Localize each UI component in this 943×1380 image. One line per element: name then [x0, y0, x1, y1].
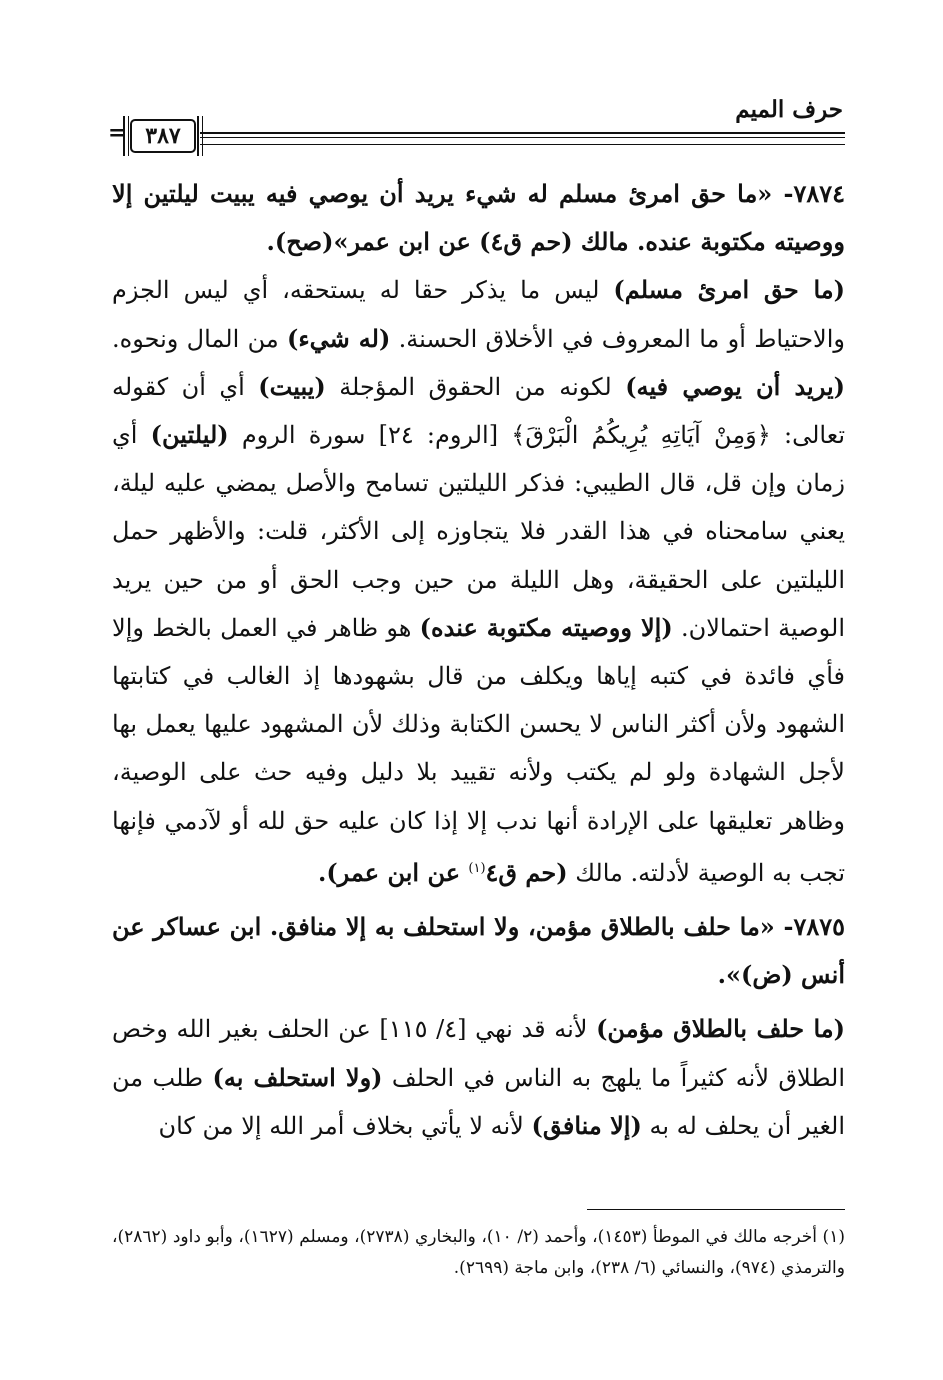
footnote-separator [587, 1209, 845, 1210]
quoted-phrase: (ما حلف بالطلاق مؤمن) [596, 1014, 845, 1044]
commentary-text: لأنه لا يأتي بخلاف أمر الله إلا من كان [158, 1111, 532, 1140]
footnote-1: (١) أخرجه مالك في الموطأ (١٤٥٣)، وأحمد (٢/ ١٠)، والبخاري (٢٧٣٨)، ومسلم (١٦٢٧)، وأبو داود (٢٨٦٢)، والترمذي (٩٧٤)، والنسائي (٦/ ٢٣٨)، وابن ماجة (٢٦٩٩). [112, 1227, 845, 1278]
commentary-text: أي زمان وإن قل، قال الطيبي: فذكر الليلتين تسامح والأصل يمضي عليه ليلة، يعني سامحناه في هذا القدر فلا يتجاوزه إلى الأكثر، قلت: والأظهر حمل الليلتين على الحقيقة، وهل الليلة من حين وجب الحق أو من حين يريد الوصية احتمالان. [112, 421, 846, 642]
commentary-7874 [112, 266, 845, 897]
hadith-7874: ٧٨٧٤- «ما حق امرئ مسلم له شيء يريد أن يوصي فيه يبيت ليلتين إلا ووصيته مكتوبة عنده. مالك (حم ق٤) عن ابن عمر»(صح). [112, 179, 845, 257]
quoted-phrase: (يبيت) [258, 371, 326, 401]
quoted-phrase: عن ابن عمر). [317, 857, 469, 887]
header-rule [108, 116, 845, 156]
commentary-text: أي أن كقوله تعالى: ﴿وَمِنْ آيَاتِهِ يُرِيكُمُ الْبَرْقَ﴾ [الروم: ٢٤] سورة الروم [112, 372, 846, 450]
quoted-phrase: (له شيء) [287, 323, 391, 353]
footnotes [112, 1222, 845, 1284]
page-number: ٣٨٧ [130, 119, 196, 153]
footnote-ref[interactable]: (١) [468, 860, 486, 876]
hadith-7875: ٧٨٧٥- «ما حلف بالطلاق مؤمن، ولا استحلف به إلا منافق. ابن عساكر عن أنس (ض)». [112, 912, 845, 990]
commentary-text: طلب من الغير أن يحلف له به [112, 1063, 845, 1140]
running-title: حرف الميم [735, 96, 843, 123]
commentary-text: ليس ما يذكر حقا له يستحقه، أي ليس الجزم والاحتياط أو ما المعروف في الأخلاق الحسنة. [112, 276, 845, 353]
double-rule-line [200, 132, 845, 145]
quoted-phrase: (إلا منافق) [531, 1110, 642, 1140]
quoted-phrase: (إلا ووصيته مكتوبة عنده) [419, 612, 673, 642]
main-text [112, 170, 845, 1150]
commentary-text: هو ظاهر في العمل بالخط وإلا فأي فائدة في كتبه إياها ويكلف من قال بشهودها إذ الغالب في كتابتها الشهود ولأن أكثر الناس لا يحسن الكتابة وذلك لأن المشهود عليها يعمل بها لأجل الشهادة ولو لم يكتب ولأنه تقييد بلا دليل وفيه حث على الوصية، وظاهر تعليقها على الإرادة أنها ندب إلا إذا كان عليه حق لله أو لآدمي فإنها تجب به الوصية لأدلته. مالك [112, 613, 845, 887]
quoted-phrase: (ما حق امرئ مسلم) [613, 275, 845, 305]
commentary-text: من المال ونحوه. [112, 324, 287, 353]
commentary-7875 [112, 1005, 845, 1150]
quoted-phrase: (ليلتين) [150, 420, 229, 450]
equals-mark: = [108, 120, 127, 146]
commentary-text: لكونه من الحقوق المؤجلة [325, 372, 626, 401]
quoted-phrase: (ولا استحلف به) [212, 1062, 383, 1092]
commentary-text: لأنه قد نهي [٤/ ١١٥] عن الحلف بغير الله وخص الطلاق لأنه كثيراً ما يلهج به الناس في الحلف [112, 1015, 846, 1092]
quoted-phrase: (يريد أن يوصي فيه) [625, 371, 846, 401]
quoted-phrase: (حم ق٤ [485, 857, 568, 887]
